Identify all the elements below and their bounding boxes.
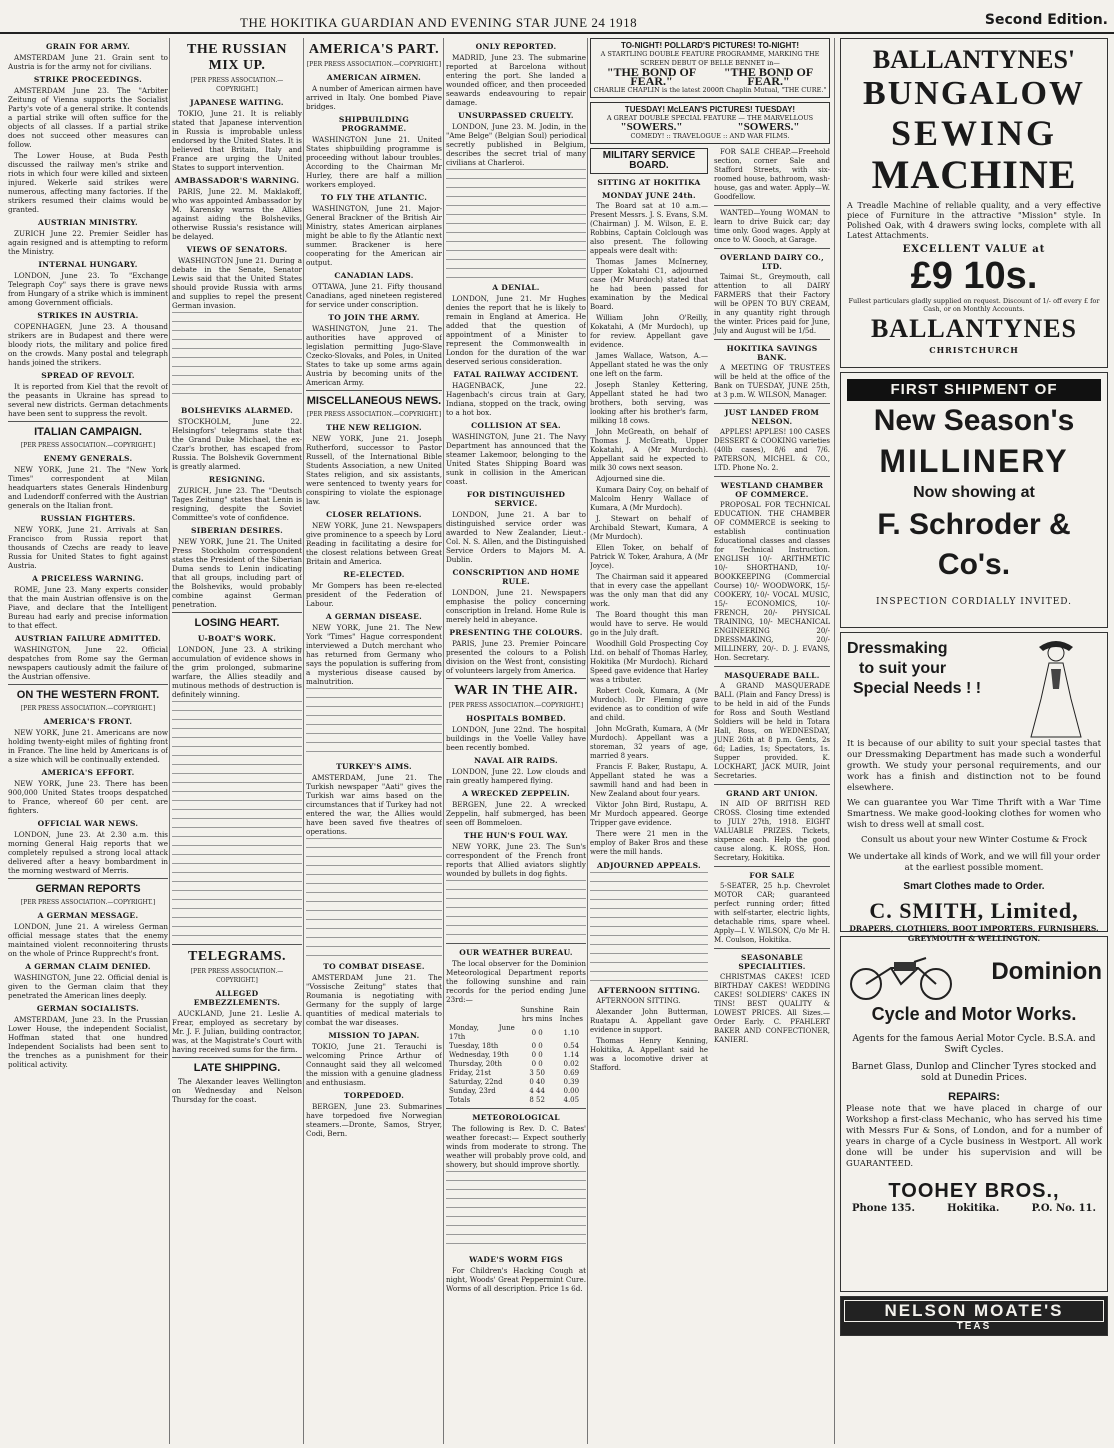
headline: STRIKE PROCEEDINGS. (33, 75, 143, 84)
article-text: There were 21 men in the employ of Baker Bros and these were the mill hands. (590, 830, 708, 856)
article-text: The local observer for the Dominion Meteorological Department reports the following sunshine and rain records for the period ending June 23rd:— (446, 959, 586, 1004)
ad-text: It is because of our ability to suit your special tastes that our Dressmaking Department has made such a wonderful growth. We study your personal requirements, and our work has a finish and distinction not to be found elsewhere. (847, 739, 1101, 793)
weather-cell: 0 40 (529, 1078, 545, 1086)
weather-cell: Totals (449, 1096, 471, 1104)
headline: TO JOIN THE ARMY. (328, 313, 420, 322)
lady-figure-illustration (1011, 639, 1101, 739)
column-rule (303, 38, 304, 1444)
headline: PRESENTING THE COLOURS. (449, 628, 583, 637)
ad-text: DRAPERS, CLOTHIERS, BOOT IMPORTERS, FURNISHERS. (849, 924, 1099, 933)
section-heading: ITALIAN CAMPAIGN. (34, 426, 142, 438)
weather-table: Sunshine Rain hrs mins Inches Monday, June 17th 0 0 1.10 Tuesday, 18th 0 0 0.54 Wednesday, 19th 0 0 1.14 Thursday, 20th 0 0 0.02 Friday, 21st 3 50 0.69 Saturday, 22nd 0 40 0.39 Sunday, 23rd 4 44 0.00 Totals 8 52 4.05 (446, 1006, 586, 1105)
headline: THE NEW RELIGION. (326, 423, 422, 432)
byline: [PER PRESS ASSOCIATION.—COPYRIGHT.] (20, 442, 156, 449)
headline: AMBASSADOR'S WARNING. (174, 176, 300, 185)
headline: AMERICA'S FRONT. (43, 717, 133, 726)
headline: OUR WEATHER BUREAU. (459, 948, 573, 957)
article-text: NEW YORK, June 21. The "New York Times" correspondent at Milan headquarters states Generals Hindenburg and Ludendorff conferred with the Austrian generals on the Italian front. (8, 465, 168, 510)
article-text: Ellen Toker, on behalf of Patrick W. Toker, Arahura, A (Mr Joyce). (590, 544, 708, 570)
ad-title: Special Needs ! ! (853, 680, 982, 697)
ad-title: F. Schroder & Co's. (877, 508, 1071, 581)
headline: RUSSIAN FIGHTERS. (40, 514, 136, 523)
classified-ad: WANTED—Young WOMAN to learn to drive Buick car; day time only. Good wages. Apply at once to W. Gooch, at Garage. (714, 209, 830, 244)
article-text: TOKIO, June 21. Terauchi is welcoming Prince Arthur of Connaught said they all welcomed the mission with a genuine gladness and enthusiasm. (306, 1042, 442, 1087)
headline: METEOROLOGICAL (472, 1113, 560, 1122)
column-2 (172, 38, 302, 1444)
motorcycle-illustration (846, 942, 956, 1002)
section-heading: WAR IN THE AIR. (454, 683, 578, 698)
po-box: P.O. No. 11. (1031, 1203, 1096, 1214)
classified-ad: PROPOSAL FOR TECHNICAL EDUCATION. THE CHAMBER OF COMMERCE is seeking to establish continuation Educational classes and classes for Technical Instruction. ENGLISH 10/- ARITHMETIC 10/- SHORTHAND, 10/- BOOKKEEPING (Commercial Course) 10/- WOODWORK, 15/- COOKERY, 10/- VOCAL MUSIC, 15/- ECONOMICS, 10/- FRENCH, 20/- PHYSICAL TRAINING, 10/- MECHANICAL ENGINEERING 20/- DRESSMAKING, 20/- MILLINERY, 20/-. D. J. EVANS, Hon. Secretary. (714, 501, 830, 662)
weather-cell: 4 44 (529, 1087, 545, 1095)
article-text: Woodhill Gold Prospecting Coy Ltd. on behalf of Thomas Harley, Hokitika (Mr Murdoch). Richard Speed gave evidence that Harley was a tributer. (590, 640, 708, 684)
ad-title: SEWING (890, 113, 1058, 153)
weather-cell: 0.00 (563, 1087, 580, 1095)
article-text: BERGEN, June 22. A wrecked Zeppelin, half submerged, has been seen off Bommeloen. (446, 800, 586, 827)
weather-cell: Wednesday, 19th (449, 1051, 509, 1059)
weather-cell: 1.14 (563, 1051, 580, 1059)
article-text: COPENHAGEN, June 23. A thousand strikers are in Budapest and there were bloody riots, the military and police fired on the crowds. Many postal and telegraph hands joined the strikers. (8, 322, 168, 367)
ad-heading: REPAIRS: (948, 1091, 1000, 1103)
ad-title: TEAS (956, 1321, 992, 1332)
article-text: ZURICH June 22. Premier Seidler has again resigned and is attempting to reform the Ministry. (8, 229, 168, 256)
article-text: AMSTERDAM June 23. The "Arbiter Zeitung of Vienna supports the Socialist Party's vote of a general strike. It contends a partial strike will often suffice for the objects of all classes. If a partial strike does not succeed other measures can follow. (8, 86, 168, 149)
headline: OFFICIAL WAR NEWS. (37, 819, 139, 828)
ad-text: A Treadle Machine of reliable quality, and a very effective piece of Furniture in the attractive "Mission" style. In Polished Oak, with 4 drawers swing locks, complete with all Latest Attachments. (847, 201, 1101, 240)
column-4 (446, 38, 586, 1444)
byline: [PER PRESS ASSOCIATION.—COPYRIGHT.] (306, 61, 442, 68)
byline: [PER PRESS ASSOCIATION.—COPYRIGHT.] (20, 899, 156, 906)
ad-text: Agents for the famous Aerial Motor Cycle. B.S.A. and Swift Cycles. (852, 1034, 1096, 1055)
article-text: WASHINGTON June 21. United States shipbuilding programme is proceeding without labour troubles. According to the Chairman Mr Hurley, there are half a million workers employed. (306, 135, 442, 189)
schroder-millinery-ad (840, 372, 1108, 628)
article-text: NEW YORK, June 21. Americans are now holding twenty-eight miles of fighting front in France. The line held by Americans is of a size which will be continually extended. (8, 728, 168, 764)
phone-number: Phone 135. (852, 1203, 915, 1214)
headline: AMERICAN AIRMEN. (326, 73, 422, 82)
headline: CANADIAN LADS. (334, 271, 414, 280)
article-text: A number of American airmen have arrived in Italy. One bombed Piave bridges. (306, 84, 442, 111)
weather-cell: Tuesday, 18th (449, 1042, 499, 1050)
article-text: WASHINGTON, June 21. Major-General Brackner of the British Air Ministry, states American airplanes might be able to fly the Atlantic next summer. Brackener is here cooperating for the American air output. (306, 204, 442, 267)
weather-cell: 0 0 (531, 1060, 543, 1068)
ad-title: C. SMITH, Limited, (869, 898, 1079, 923)
article-text: NEW YORK, June 21. The United Press Stockholm correspondent states the President of the Siberian Duma sends to Lenin indicating that all groups, including part of the Bolsheviks, would probably combine against German penetration. (172, 537, 302, 609)
ad-text: Please note that we have placed in charge of our Workshop a first-class Mechanic, who has served his time with Messrs Fur & Sons, of London, and for a number of years in charge of a Cycle business in Westport. All work done will be under his supervision and will be GUARANTEED. (846, 1104, 1102, 1169)
ad-heading: OVERLAND DAIRY CO., LTD. (719, 253, 825, 271)
article-text: WASHINGTON, June 22. Official despatches from Rome say the German newspapers cautiously admit the failure of the Austrian offensive. (8, 645, 168, 681)
article-text: John McGreath, on behalf of Thomas J. McGreath, Upper Kokatahi, A (Mr Murdoch). Appellant said he expected to milk 30 cows next season. (590, 428, 708, 472)
article-text: The Board thought this man would have to serve. He would go in the July draft. (590, 611, 708, 637)
headline: BOLSHEVIKS ALARMED. (180, 406, 294, 415)
headline: SIBERIAN DESIRES. (191, 526, 283, 535)
article-text: WASHINGTON, June 22. Official denial is given to the German claim that they penetrated the American lines deeply. (8, 973, 168, 1000)
article-text: AMSTERDAM June 21. The "Vossische Zeitung" states that Roumania is negotiating with Germany for the supply of large quantities of medical materials to combat the war diseases. (306, 973, 442, 1027)
headline: MISSION TO JAPAN. (328, 1031, 420, 1040)
weather-cell: 8 52 (529, 1096, 545, 1104)
masthead-title: THE HOKITIKA GUARDIAN AND EVENING STAR JUNE 24 1918 (240, 15, 638, 30)
headline: ALLEGED EMBEZZLEMENTS. (193, 989, 281, 1007)
article-text: NEW YORK, June 23. There has been 900,000 United States troops despatched to France, whereof 60 per cent. are fighters. (8, 779, 168, 815)
classified-ad: APPLES! APPLES! 100 CASES DESSERT & COOKING varieties (40lb cases), 8/6 and 7/6. PATERSON, MICHEL & CO., LTD. Phone No. 2. (714, 428, 830, 472)
article-text: William John O'Reilly, Kokatahi, A (Mr Murdoch), up for review. Appellant gave evidence. (590, 314, 708, 349)
article-text: Robert Cook, Kumara, A (Mr Murdoch). Dr Fleming gave evidence as to condition of wife and child. (590, 687, 708, 722)
column-rule (443, 38, 444, 1444)
article-text: Adjourned sine die. (596, 475, 665, 483)
headline: VIEWS OF SENATORS. (186, 245, 288, 254)
weather-row (446, 1051, 586, 1060)
headline: ONLY REPORTED. (475, 42, 557, 51)
article-text: LONDON, June 21. Newspapers emphasise the policy concerning conscription in Ireland. Home Rule is merely held in abeyance. (446, 588, 586, 624)
column-5 (590, 38, 830, 1444)
weather-row (446, 1024, 586, 1042)
masthead (0, 0, 1114, 34)
headline: A GERMAN DISEASE. (325, 612, 423, 621)
headline: GERMAN SOCIALISTS. (36, 1004, 140, 1013)
article-text: WASHINGTON, June 21. The authorities have approved of legislation permitting Jugo-Slave Czecko-Slovaks, and Poles, in United States to take up some arms again Austria by becoming units of the American Army. (306, 324, 442, 387)
article-text: NEW YORK, June 23. The Sun's correspondent of the French front reports that Allied aviators slightly wounded by bullets in dog fights. (446, 842, 586, 878)
headline: RE-ELECTED. (343, 570, 405, 579)
weather-cell: 0.02 (563, 1060, 580, 1068)
article-text: NEW YORK, June 21. Arrivals at San Francisco from Russia report that thousands of Czechs are ready to leave Russia for United States to fight against Austria. (8, 525, 168, 570)
classified-ad: Taimai St., Greymouth, call attention to all DAIRY FARMERS that their Factory will be OPEN TO BUY CREAM, in any quantity right through the winter. Prices paid for June, July and August will be 1/5d. (714, 273, 830, 335)
classified-ad: FOR SALE CHEAP.—Freehold section, corner Sale and Stafford Streets, with six-roomed house, bathroom, wash-house, gas and water. Apply—W. Goodfellow. (714, 148, 830, 201)
classified-ad: 5-SEATER, 25 h.p. Chevrolet MOTOR CAR; guaranteed perfect running order; fitted with self-starter, electric lights, detachable rims, spare wheel. Apply—I. V. WILSON, C/o Mr H. M. Coulson, Hokitika. (714, 882, 830, 944)
article-text: Joseph Stanley Kettering, Appellant stated he had two brothers, both serving, was looking after his brother's farm, milking 18 cows. (590, 381, 708, 425)
byline: [PER PRESS ASSOCIATION.—COPYRIGHT.] (448, 702, 584, 709)
headline: JAPANESE WAITING. (190, 98, 284, 107)
headline: AFTERNOON SITTING. (597, 986, 701, 995)
article-text: AUCKLAND, June 21. Leslie A. Frear, employed as secretary by Mr. J. F. Julian, building contractor, was, at the Magistrate's Court with having received sums for the firm. (172, 1009, 302, 1054)
ad-text: A STARTLING DOUBLE FEATURE PROGRAMME, MARKING THE SCREEN DEBUT OF BELLE BENNET in— (600, 50, 820, 67)
headline: HOSPITALS BOMBED. (466, 714, 566, 723)
headline: AUSTRIAN FAILURE ADMITTED. (15, 634, 161, 643)
article-text: OTTAWA, June 21. Fifty thousand Canadians, aged nineteen registered for service under conscription. (306, 282, 442, 309)
article-text: LONDON, June 22nd. The hospital buildings in the Voelle Valley have been recently bombed. (446, 725, 586, 752)
article-text: Thomas James McInerney, Upper Kokatahi C1, adjourned case (Mr Murdoch) stated that he had been passed for examination by the Medical Board. (590, 258, 708, 311)
feature-title: "SOWERS." (620, 121, 683, 133)
dominion-cycle-ad (840, 936, 1108, 1292)
article-text: LONDON, June 21. A wireless German official message states that the enemy maintained violent reconnoitering thrusts on the whole of Prince Rupprecht's front. (8, 922, 168, 958)
weather-cell: 0 0 (531, 1051, 543, 1059)
ad-title: BALLANTYNES (870, 314, 1078, 343)
byline: [PER PRESS ASSOCIATION.—COPYRIGHT.] (190, 968, 284, 984)
byline: [PER PRESS ASSOCIATION.—COPYRIGHT.] (190, 77, 284, 93)
ad-text: Fullest particulars gladly supplied on request. Discount of 1/- off every £ for Cash, or on Monthly Accounts. (848, 297, 1100, 313)
article-text: LONDON, June 21. A bar to distinguished service order was awarded to New Zealander, Lieut.-Col. N. S. Allen, and the Distinguished Service Orders to Majors M. A. Dublin. (446, 510, 586, 564)
headline: A WRECKED ZEPPELIN. (462, 789, 570, 798)
article-text: Mr Gompers has been re-elected president of the Federation of Labour. (306, 581, 442, 608)
edition-label: Second Edition. (984, 12, 1108, 28)
ad-heading: GRAND ART UNION. (726, 789, 818, 798)
nelson-moates-teas-ad (840, 1296, 1108, 1336)
headline: AUSTRIAN MINISTRY. (38, 218, 138, 227)
mcleans-pictures-ad (590, 102, 830, 144)
ad-text: COMEDY! :: TRAVELOGUE :: AND WAR FILMS. (630, 132, 790, 140)
headline: A PRICELESS WARNING. (32, 574, 144, 583)
text-block (446, 169, 586, 279)
ad-heading: WESTLAND CHAMBER OF COMMERCE. (720, 481, 824, 499)
text-block (306, 838, 442, 958)
headline: NAVAL AIR RAIDS. (474, 756, 558, 765)
article-text: PARIS, June 22. M. Maklakoff, who was appointed Ambassador by M. Karensky warns the Allies against aiding the Bolsheviks, otherwise Russia's resistance will be delayed. (172, 187, 302, 241)
ad-text: CHRISTCHURCH (929, 345, 1019, 355)
article-text: LONDON, June 23. M. Jodin, in the "Ame Belge" (Belgian Soul) periodical secretly published in Belgium, describes the secret trial of many civilians at Charleroi. (446, 122, 586, 167)
article-text: AMSTERDAM, June 23. In the Prussian Lower House, the independent Socialist, Hoffman stated that one hundred Independent Socialists had been sent to the trenches as a punishment for their political activity. (8, 1015, 168, 1069)
article-text: James Wallace, Watson, A.—Appellant stated he was the only one left on the farm. (590, 352, 708, 378)
pollards-pictures-ad (590, 38, 830, 98)
section-heading: LOSING HEART. (194, 617, 280, 629)
headline: WADE'S WORM FIGS (469, 1255, 563, 1264)
column-3 (306, 38, 442, 1444)
article-text: PARIS, June 23. Premier Poincare presented the colours to a Polish division on the West front, consisting of volunteers largely from America. (446, 639, 586, 675)
article-text: AMSTERDAM, June 21. The Turkish newspaper "Aati" gives the Turkish war aims based on the circumstances that if Turkey had not entered the war, the Allies would have been saved five theatres of operations. (306, 773, 442, 836)
section-heading: ON THE WESTERN FRONT. (16, 689, 160, 701)
article-text: LONDON, June 23. A striking accumulation of evidence shows in the grim prolonged, submarine warfare, the Allies steadily and mutinous methods of destruction is definitely winning. (172, 645, 302, 699)
ad-heading: SEASONABLE SPECIALITIES. (738, 953, 806, 971)
classified-ads (714, 148, 830, 1075)
feature-title: "SOWERS." (737, 121, 800, 133)
weather-row (446, 1060, 586, 1069)
article-text: AFTERNOON SITTING. (596, 997, 681, 1005)
headline: ENEMY GENERALS. (43, 454, 133, 463)
ad-text: CHARLIE CHAPLIN is the latest 2000ft Chaplin Mutual, "THE CURE." (593, 86, 827, 94)
article-text: Francis F. Baker, Rustapu, A. Appellant stated he was a sawmill hand and had been in New Zealand about four years. (590, 763, 708, 798)
headline: SPREAD OF REVOLT. (41, 371, 135, 380)
feature-title: "THE BOND OF FEAR." (723, 65, 814, 88)
ad-title: New Season's (873, 404, 1075, 437)
article-text: NEW YORK, June 21. Newspapers give prominence to a speech by Lord Reading in facilitating a desire for the closest relations between Great Britain and America. (306, 521, 442, 566)
article-text: LONDON, June 23. At 2.30 a.m. this morning General Haig reports that we completely repulsed a strong local attack delivered after a heavy bombardment in the morning westward of Merris. (8, 830, 168, 875)
ad-title: MILLINERY (879, 443, 1069, 479)
weather-row (446, 1069, 586, 1078)
text-block (446, 880, 586, 940)
weather-cell: 0.54 (563, 1042, 580, 1050)
military-board-report (590, 148, 708, 1075)
dressmaking-ad (840, 632, 1108, 943)
feature-title: "THE BOND OF FEAR." (606, 65, 697, 88)
headline: STRIKES IN AUSTRIA. (37, 311, 139, 320)
headline: TORPEDOED. (343, 1091, 405, 1100)
headline: COLLISION AT SEA. (471, 421, 561, 430)
headline: MONDAY JUNE 24th. (602, 191, 696, 200)
ad-title: Cycle and Motor Works. (871, 1004, 1077, 1024)
section-heading: MISCELLANEOUS NEWS. (306, 395, 442, 407)
ad-text: A GREAT DOUBLE SPECIAL FEATURE — THE MARVELLOUS (606, 114, 814, 122)
article-text: Thomas Henry Kenning, Hokitika, A. Appellant said he was a locomotive driver at Stafford. (590, 1037, 708, 1072)
article-text: The Chairman said it appeared that in every case the appellant was the only man that did any work. (590, 573, 708, 608)
byline: [PER PRESS ASSOCIATION.—COPYRIGHT.] (20, 705, 156, 712)
article-text: It is reported from Kiel that the revolt of the peasants in Ukraine has spread to several new districts. German detachments have been sent to suppress the revolt. (8, 382, 168, 418)
ad-title: BUNGALOW (863, 75, 1085, 112)
article-text: For Children's Hacking Cough at night, Woods' Great Peppermint Cure. Worms of all description. Price 1s 6d. (446, 1266, 586, 1293)
ad-text: Consult us about your new Winter Costume & Frock (860, 835, 1088, 845)
ad-text: Now showing at (913, 484, 1035, 501)
ad-text: GREYMOUTH & WELLINGTON. (907, 934, 1041, 943)
headline: TO FLY THE ATLANTIC. (320, 193, 428, 202)
weather-cell: 0.69 (563, 1069, 580, 1077)
column-rule (169, 38, 170, 1444)
section-heading: MILITARY SERVICE BOARD. (602, 150, 696, 171)
text-block (172, 312, 302, 402)
ad-text: We can guarantee you War Time Thrift with a War Time Smartness. We make good-looking clothes for women who wish to dress well at small cost. (847, 798, 1101, 830)
article-text: The following is Rev. D. C. Bates' weather forecast:— Expect southerly winds from moderate to strong. The weather will probably prove cold, and showery, but should improve shortly. (446, 1124, 586, 1169)
headline: CLOSER RELATIONS. (326, 510, 422, 519)
article-text: J. Stewart on behalf of Archibald Stewart, Kumara, A (Mr Murdoch). (590, 515, 708, 541)
classified-ad: IN AID OF BRITISH RED CROSS. Closing time extended to JULY 27th, 1918. EIGHT VALUABLE PRIZES. Tickets, sixpence each. Help the good cause along. K. ROSS, Hon. Secretary, Hokitika. (714, 800, 830, 862)
article-text: TOKIO, June 21. It is reliably stated that Japanese intervention in Russia is improbable unless endorsed by the United States. It is believed that Britain, Italy and France are urging the United States to support intervention. (172, 109, 302, 172)
weather-cell: 4.05 (563, 1096, 580, 1104)
weather-row (446, 1087, 586, 1096)
ad-heading: HOKITIKA SAVINGS BANK. (726, 344, 818, 362)
weather-cell: 3 50 (529, 1069, 545, 1077)
headline: FATAL RAILWAY ACCIDENT. (453, 370, 579, 379)
article-text: Kumara Dairy Coy, on behalf of Malcolm Henry Wallace of Kumara, A (Mr Murdoch). (590, 486, 708, 512)
weather-cell: Saturday, 22nd (449, 1078, 503, 1086)
headline: INTERNAL HUNGARY. (38, 260, 138, 269)
headline: UNSURPASSED CRUELTY. (458, 111, 574, 120)
byline: [PER PRESS ASSOCIATION.—COPYRIGHT.] (306, 411, 442, 418)
column-6 (840, 38, 1108, 1444)
price: £9 10s. (910, 255, 1038, 297)
headline: CONSCRIPTION AND HOME RULE. (452, 568, 580, 586)
ad-title: FIRST SHIPMENT OF (847, 379, 1101, 401)
article-text: ROME, June 23. Many experts consider that the main Austrian offensive is on the Piave, and declare that the Intelligent Bureau had early and precise information to that effect. (8, 585, 168, 630)
weather-cell: Thursday, 20th (449, 1060, 502, 1068)
headline: RESIGNING. (208, 475, 266, 484)
column-rule (834, 38, 835, 1444)
section-heading: THE RUSSIAN MIX UP. (186, 42, 288, 73)
ad-heading: TUESDAY! McLEAN'S PICTURES! TUESDAY! (624, 105, 796, 114)
ad-title: Dominion (991, 958, 1102, 985)
ad-text: Barnet Glass, Dunlop and Clincher Tyres stocked and sold at Dunedin Prices. (851, 1062, 1097, 1083)
ad-title: to suit your (859, 660, 947, 677)
ad-title: NELSON MOATE'S (844, 1300, 1104, 1322)
section-heading: LATE SHIPPING. (193, 1062, 281, 1074)
headline: ADJOURNED APPEALS. (597, 861, 701, 870)
headline: TO COMBAT DISEASE. (323, 962, 425, 971)
article-text: LONDON, June 22. Low clouds and rain greatly hampered flying. (446, 767, 586, 785)
section-heading: GERMAN REPORTS (35, 883, 141, 895)
town: Hokitika. (947, 1203, 1000, 1214)
headline: U-BOAT'S WORK. (197, 634, 277, 643)
article-text: NEW YORK, June 21. Joseph Rutherford, successor to Pastor Russell, of the International Bible Students Association, a new United States religion, and six assistants, were sentenced to twenty years for conspiring to violate the espionage law. (306, 434, 442, 506)
headline: A DENIAL. (492, 283, 540, 292)
ad-heading: TO-NIGHT! POLLARD'S PICTURES! TO-NIGHT! (620, 41, 800, 50)
headline: A GERMAN CLAIM DENIED. (25, 962, 151, 971)
ad-heading: JUST LANDED FROM NELSON. (724, 408, 820, 426)
article-text: Alexander John Butterman, Ruatapu A. Appellant gave evidence in support. (590, 1008, 708, 1034)
article-text: BERGEN, June 23. Submarines have torpedoed five Norwegian steamers.—Dronte, Samos, Stryer, Codi, Bern. (306, 1102, 442, 1138)
article-text: WASHINGTON June 21. During a debate in the Senate, Senator Lewis said that the United States should provide Russia with arms and supplies to repel the present German invasion. (172, 256, 302, 310)
ad-text: Smart Clothes made to Order. (903, 881, 1045, 892)
article-text: The Alexander leaves Wellington on Wednesday and Nelson Thursday for the coast. (172, 1077, 302, 1104)
classified-ad: A MEETING OF TRUSTEES will be held at the office of the Bank on TUESDAY, JUNE 25th, at 3 p.m. W. WILSON, Manager. (714, 364, 830, 399)
headline: TURKEY'S AIMS. (336, 762, 412, 771)
ad-text: INSPECTION CORDIALLY INVITED. (875, 597, 1073, 607)
headline: A GERMAN MESSAGE. (37, 911, 139, 920)
text-block (172, 701, 302, 941)
ad-title: BALLANTYNES' (872, 45, 1076, 74)
ad-text: EXCELLENT VALUE at (902, 244, 1046, 255)
headline: THE HUN'S FOUL WAY. (463, 831, 569, 840)
weather-row (446, 1078, 586, 1087)
weather-cell: 0 0 (531, 1042, 543, 1050)
ad-heading: MASQUERADE BALL. (724, 671, 820, 680)
article-text: LONDON, June 21. Mr Hughes denies the report that he is likely to remain in England at America. He added that the question of appointment of a Minister to represent the Commonwealth in London for the duration of the war deserved serious consideration. (446, 294, 586, 366)
column-1 (8, 38, 168, 1444)
headline: SITTING AT HOKITIKA (597, 178, 701, 187)
ad-text: We undertake all kinds of Work, and we will fill your order at the earliest possible moment. (847, 852, 1101, 873)
article-text: MADRID, June 23. The submarine reported at Barcelona without entering the port. She landed a wounded officer, and then proceeded seawards endeavouring to repair damage. (446, 53, 586, 107)
weather-cell: Sunday, 23rd (449, 1087, 496, 1095)
ad-heading: FOR SALE (749, 871, 795, 880)
weather-row (446, 1042, 586, 1051)
headline: FOR DISTINGUISHED SERVICE. (466, 490, 566, 508)
ad-title: MACHINE (871, 152, 1077, 197)
article-text: LONDON, June 23. To "Exchange Telegraph Coy" says there is grave news from Hungary of a strike which is imminent among Government officials. (8, 271, 168, 307)
ballantynes-ad (840, 38, 1108, 368)
article-text: WASHINGTON, June 21. The Navy Department has announced that the steamer Lakemoor, belonging to the United States Shipping Board was sunk in collision in the American coast. (446, 432, 586, 486)
text-block (590, 872, 708, 982)
weather-cell: Monday, June 17th (449, 1024, 515, 1041)
text-block (446, 1171, 586, 1251)
article-text: The Lower House, at Buda Pesth discussed the railway men's strike and riots in which four were killed and sixteen injured. Wekerle said strikes were numerous, affecting many factories. If the strikers resumed their claims would be granted. (8, 151, 168, 214)
text-block (306, 688, 442, 758)
article-text: NEW YORK, June 21. The New York "Times" Hague correspondent interviewed a Dutch merchant who has returned from Germany who says the population is suffering from a mysterious disease caused by malnutrition. (306, 623, 442, 686)
article-text: STOCKHOLM, June 22. Helsingfors' telegrams state that the Grand Duke Michael, the ex-Czar's brother, has escaped from Russia. The Bolshevik Government is greatly alarmed. (172, 417, 302, 471)
article-text: John McGrath, Kumara, A (Mr Murdoch). Appellant was a storeman, 32 years of age, married 8 years. (590, 725, 708, 760)
ad-title: Dressmaking (847, 640, 948, 657)
article-text: HAGENBACK, June 22. Hagenbach's circus train at Gary, Indiana, stopped on the track, owing to a hot box. (446, 381, 586, 417)
section-heading: AMERICA'S PART. (308, 42, 440, 57)
ad-title: TOOHEY BROS., (888, 1180, 1060, 1202)
headline: AMERICA'S EFFORT. (41, 768, 135, 777)
section-heading: TELEGRAMS. (188, 949, 286, 964)
classified-ad: CHRISTMAS CAKES! ICED BIRTHDAY CAKES! WEDDING CAKES! SOLDIERS' CAKES IN TINS! BEST QUALITY & LOWEST PRICES. All Sizes.—Order Early. C. PFAHLERT BAKER AND CONFECTIONER, KANIERI. (714, 973, 830, 1044)
headline: SHIPBUILDING PROGRAMME. (338, 115, 410, 133)
article-text: Viktor John Bird, Rustapu, A. Mr Murdoch appeared. George Tripper gave evidence. (590, 801, 708, 827)
weather-row (446, 1096, 586, 1105)
classified-ad: A GRAND MASQUERADE BALL (Plain and Fancy Dress) is to be held in aid of the Funds for Ross and South Westland Soldiers will be held in Totara Hall, Ross, on WEDNESDAY, JUNE 26th at 8 p.m. Gents, 2s 6d; Ladies, 1s; Spectators, 1s. Supper provided. K. LOCKHART, JACK MUIR, Joint Secretaries. (714, 682, 830, 780)
article-text: The Board sat at 10 a.m.—Present Messrs. J. S. Evans, S.M. (Chairman) J. M. Wilson, E. E. Robbins, Captain Colclough was also present. The following appeals were dealt with: (590, 202, 708, 255)
weather-cell: Friday, 21st (449, 1069, 491, 1077)
headline: GRAIN FOR ARMY. (46, 42, 130, 51)
article-text: AMSTERDAM June 21. Grain sent to Austria is for the army not for civilians. (8, 53, 168, 71)
weather-cell: 0 0 (531, 1028, 543, 1037)
weather-cell: 0.39 (563, 1078, 580, 1086)
weather-cell: 1.10 (563, 1028, 580, 1037)
column-rule (587, 38, 588, 1444)
article-text: ZURICH, June 23. The "Deutsch Tages Zeitung" states that Lenin is resigning, despite the Soviet Committee's vote of confidence. (172, 486, 302, 522)
